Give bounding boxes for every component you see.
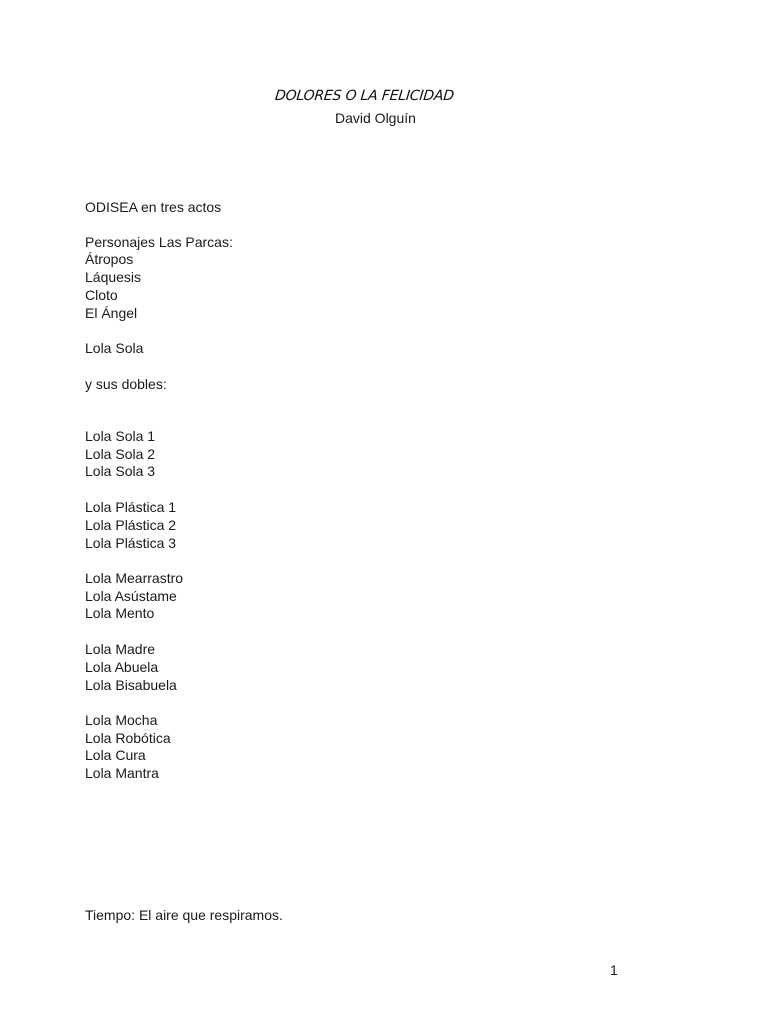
- character-lola-mearrastro: Lola Mearrastro: [85, 570, 184, 586]
- character-lola-mocha: Lola Mocha: [85, 712, 158, 728]
- character-lola-mento: Lola Mento: [85, 605, 155, 621]
- personajes-heading: Personajes Las Parcas:: [85, 234, 233, 250]
- character-lola-bisabuela: Lola Bisabuela: [85, 677, 177, 693]
- character-lola-sola-3: Lola Sola 3: [85, 463, 156, 479]
- character-lola-plastica-1: Lola Plástica 1: [85, 499, 177, 515]
- character-lola-mantra: Lola Mantra: [85, 765, 159, 781]
- play-subtitle: ODISEA en tres actos: [85, 199, 222, 215]
- character-lola-cura: Lola Cura: [85, 747, 146, 763]
- character-lola-sola: Lola Sola: [85, 340, 144, 356]
- tiempo-line: Tiempo: El aire que respiramos.: [85, 907, 283, 923]
- character-lola-asustame: Lola Asústame: [85, 588, 177, 604]
- character-lola-sola-1: Lola Sola 1: [85, 428, 156, 444]
- character-lola-madre: Lola Madre: [85, 641, 156, 657]
- document-author: David Olguín: [335, 110, 416, 126]
- character-atropos: Átropos: [85, 251, 134, 267]
- character-cloto: Cloto: [85, 287, 118, 303]
- character-el-angel: El Ángel: [85, 305, 138, 321]
- dobles-heading: y sus dobles:: [85, 376, 167, 392]
- character-lola-plastica-2: Lola Plástica 2: [85, 517, 177, 533]
- character-lola-plastica-3: Lola Plástica 3: [85, 535, 177, 551]
- character-lola-sola-2: Lola Sola 2: [85, 446, 156, 462]
- character-lola-robotica: Lola Robótica: [85, 730, 171, 746]
- character-lola-abuela: Lola Abuela: [85, 659, 159, 675]
- character-laquesis: Láquesis: [85, 269, 142, 285]
- page-number: 1: [610, 962, 618, 978]
- document-title: DOLORES O LA FELICIDAD: [274, 88, 455, 104]
